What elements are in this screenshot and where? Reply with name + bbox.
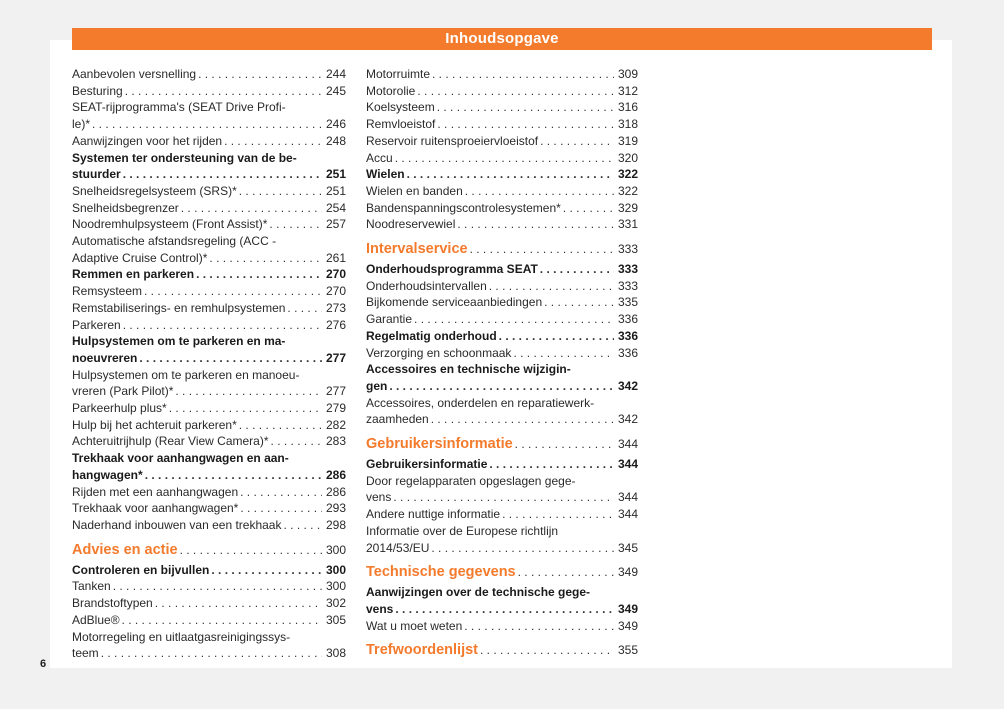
dot-leader xyxy=(123,166,322,183)
toc-entry-text: Wielen en banden xyxy=(366,183,463,198)
toc-entry-row xyxy=(72,317,346,334)
toc-entry-text: Controleren en bijvullen xyxy=(72,562,210,577)
toc-page-number: 318 xyxy=(617,117,638,132)
toc-entry-text: 2014/53/EU xyxy=(366,540,430,555)
toc-entry-text: Aanwijzingen over de technische gege- xyxy=(366,585,591,600)
toc-entry-row xyxy=(366,311,638,328)
dot-leader xyxy=(125,83,322,100)
toc-page-number: 286 xyxy=(325,484,346,499)
toc-entry-row xyxy=(366,294,638,311)
toc-page-number: 344 xyxy=(617,507,638,522)
toc-entry-text: Hulpsystemen om te parkeren en manoeu- xyxy=(72,367,300,382)
toc-entry[interactable] xyxy=(366,618,638,635)
toc-entry-text: SEAT-rijprogramma's (SEAT Drive Profi- xyxy=(72,100,286,115)
toc-page-number: 300 xyxy=(325,562,346,577)
toc-entry-text: zaamheden xyxy=(366,412,429,427)
dot-leader xyxy=(457,216,614,233)
toc-entry-text: noeuvreren xyxy=(72,350,138,365)
toc-entry-row xyxy=(72,433,346,450)
toc-entry-row xyxy=(366,378,638,395)
dot-leader xyxy=(283,517,322,534)
toc-entry[interactable] xyxy=(72,317,346,334)
dot-leader xyxy=(489,278,614,295)
toc-entry-row xyxy=(366,183,638,200)
dot-leader xyxy=(180,541,322,559)
toc-entry-row xyxy=(72,116,346,133)
toc-entry-row xyxy=(366,116,638,133)
toc-page-number: 276 xyxy=(325,317,346,332)
toc-entry-text: Accu xyxy=(366,150,393,165)
dot-leader xyxy=(540,133,614,150)
toc-entry[interactable] xyxy=(72,595,346,612)
toc-entry-row xyxy=(366,506,638,523)
toc-entry[interactable] xyxy=(72,66,346,83)
toc-page-number: 302 xyxy=(325,596,346,611)
toc-chapter-heading[interactable] xyxy=(366,641,638,659)
toc-entry-text: Intervalservice xyxy=(366,241,468,258)
toc-entry-row xyxy=(366,133,638,150)
toc-entry-row xyxy=(72,283,346,300)
toc-entry[interactable] xyxy=(366,473,638,506)
toc-page-number: 342 xyxy=(617,378,638,393)
toc-page-number: 344 xyxy=(617,437,638,452)
toc-entry[interactable] xyxy=(72,216,346,233)
toc-entry-text: Verzorging en schoonmaak xyxy=(366,345,512,360)
toc-entry[interactable] xyxy=(72,83,346,100)
toc-entry-text: Regelmatig onderhoud xyxy=(366,328,497,343)
toc-page-number: 305 xyxy=(325,612,346,627)
toc-entry-text: Trekhaak voor aanhangwagen en aan- xyxy=(72,451,289,466)
toc-page-number: 336 xyxy=(617,345,638,360)
toc-entry-text: Wielen xyxy=(366,167,405,182)
dot-leader xyxy=(113,578,322,595)
toc-entry-row xyxy=(366,345,638,362)
toc-entry-text: teem xyxy=(72,646,99,661)
toc-entry-text: Motorruimte xyxy=(366,67,431,81)
toc-entry[interactable] xyxy=(366,278,638,295)
dot-leader xyxy=(563,200,614,217)
toc-page-number: 244 xyxy=(325,67,346,81)
toc-entry-text: Door regelapparaten opgeslagen gege- xyxy=(366,473,576,488)
toc-entry-row xyxy=(72,166,346,183)
dot-leader xyxy=(198,66,322,83)
toc-entry-text: Noodreservewiel xyxy=(366,217,456,232)
toc-page-number: 342 xyxy=(617,412,638,427)
toc-entry-row xyxy=(366,99,638,116)
toc-page-number: 344 xyxy=(617,457,638,472)
toc-entry-row xyxy=(72,216,346,233)
dot-leader xyxy=(499,328,614,345)
toc-page-number: 312 xyxy=(617,83,638,98)
toc-page-number: 245 xyxy=(325,83,346,98)
toc-page-number: 286 xyxy=(325,467,346,482)
toc-entry-row xyxy=(366,150,638,167)
toc-entry-row xyxy=(366,200,638,217)
dot-leader xyxy=(431,540,614,557)
toc-entry-row xyxy=(366,240,638,258)
toc-page-number: 349 xyxy=(617,618,638,633)
toc-entry-text: Motorolie xyxy=(366,83,416,98)
toc-page-number: 319 xyxy=(617,133,638,148)
dot-leader xyxy=(464,618,614,635)
dot-leader xyxy=(144,283,322,300)
toc-page-number: 335 xyxy=(617,295,638,310)
toc-page-number: 349 xyxy=(617,601,638,616)
toc-entry-text: Wat u moet weten xyxy=(366,618,463,633)
toc-page-number: 309 xyxy=(617,67,638,81)
toc-entry-text: Adaptive Cruise Control)* xyxy=(72,250,208,265)
page-number: 6 xyxy=(40,658,47,670)
toc-page-number: 248 xyxy=(325,133,346,148)
toc-page-number: 322 xyxy=(617,167,638,182)
toc-page-number: 333 xyxy=(617,278,638,293)
toc-entry-row xyxy=(366,411,638,428)
dot-leader xyxy=(431,411,614,428)
toc-page-number: 322 xyxy=(617,183,638,198)
toc-entry-row xyxy=(72,595,346,612)
dot-leader xyxy=(540,261,614,278)
toc-entry-text: Tanken xyxy=(72,579,111,594)
toc-page-number: 283 xyxy=(325,434,346,449)
toc-entry-row xyxy=(72,266,346,283)
toc-entry[interactable] xyxy=(366,200,638,217)
toc-page-number: 300 xyxy=(325,579,346,594)
toc-entry[interactable] xyxy=(72,99,346,132)
toc-entry-text: Accessoires en technische wijzigin- xyxy=(366,362,571,377)
toc-page-number: 333 xyxy=(617,242,638,257)
toc-entry-row xyxy=(366,66,638,83)
toc-entry[interactable] xyxy=(72,200,346,217)
toc-page-number: 257 xyxy=(325,217,346,232)
toc-entry-text: vens xyxy=(366,490,392,505)
dot-leader xyxy=(437,99,614,116)
toc-entry-text: Remsysteem xyxy=(72,284,143,299)
dot-leader xyxy=(92,116,322,133)
toc-entry-row xyxy=(72,612,346,629)
toc-entry-row xyxy=(72,645,346,662)
toc-entry-row xyxy=(366,278,638,295)
toc-entry-text: Remvloeistof xyxy=(366,117,436,132)
toc-entry-text: Trefwoordenlijst xyxy=(366,642,478,659)
dot-leader xyxy=(271,433,322,450)
toc-entry-text: vens xyxy=(366,601,394,616)
toc-entry-text: Parkeren xyxy=(72,317,121,332)
dot-leader xyxy=(145,467,322,484)
toc-section-entry[interactable] xyxy=(366,361,638,394)
toc-entry-row xyxy=(72,133,346,150)
dot-leader xyxy=(470,240,614,258)
toc-entry-row xyxy=(72,250,346,267)
toc-page-number: 246 xyxy=(325,117,346,132)
dot-leader xyxy=(287,300,322,317)
toc-entry-row xyxy=(366,601,638,618)
toc-entry-row xyxy=(72,517,346,534)
toc-entry-text: Andere nuttige informatie xyxy=(366,507,501,522)
toc-entry-row xyxy=(72,400,346,417)
toc-entry-text: Besturing xyxy=(72,83,123,98)
toc-entry-text: Automatische afstandsregeling (ACC - xyxy=(72,234,277,249)
toc-entry-text: Systemen ter ondersteuning van de be- xyxy=(72,150,297,165)
toc-entry-text: gen xyxy=(366,378,388,393)
toc-entry-text: Gebruikersinformatie xyxy=(366,457,488,472)
toc-entry-text: Gebruikersinformatie xyxy=(366,436,513,453)
toc-entry[interactable] xyxy=(366,183,638,200)
dot-leader xyxy=(240,484,322,501)
toc-entry[interactable] xyxy=(366,345,638,362)
toc-section-entry[interactable] xyxy=(72,450,346,483)
toc-entry-row xyxy=(72,417,346,434)
toc-entry-row xyxy=(72,578,346,595)
page-header: Inhoudsopgave xyxy=(72,28,932,50)
dot-leader xyxy=(407,166,614,183)
toc-entry-row xyxy=(72,541,346,559)
toc-page-number: 345 xyxy=(617,540,638,555)
toc-entry-text: Aanbevolen versnelling xyxy=(72,67,197,81)
dot-leader xyxy=(196,266,322,283)
dot-leader xyxy=(224,133,322,150)
dot-leader xyxy=(239,417,322,434)
toc-entry-row xyxy=(72,66,346,83)
toc-entry-row xyxy=(72,350,346,367)
dot-leader xyxy=(513,345,614,362)
toc-entry[interactable] xyxy=(72,433,346,450)
dot-leader xyxy=(489,456,614,473)
toc-page-number: 336 xyxy=(617,328,638,343)
toc-entry-row xyxy=(72,183,346,200)
dot-leader xyxy=(211,562,322,579)
toc-page-number: 273 xyxy=(325,300,346,315)
toc-entry-text: Koelsysteem xyxy=(366,100,435,115)
toc-entry-row xyxy=(366,641,638,659)
dot-leader xyxy=(240,500,322,517)
dot-leader xyxy=(414,311,614,328)
toc-entry[interactable] xyxy=(366,216,638,233)
toc-entry-text: Achteruitrijhulp (Rear View Camera)* xyxy=(72,434,269,449)
toc-chapter-heading[interactable] xyxy=(72,541,346,559)
toc-entry-row xyxy=(72,383,346,400)
toc-section-entry[interactable] xyxy=(72,333,346,366)
toc-page-number: 261 xyxy=(325,250,346,265)
toc-entry-text: Aanwijzingen voor het rijden xyxy=(72,133,223,148)
toc-entry[interactable] xyxy=(72,183,346,200)
dot-leader xyxy=(393,489,614,506)
toc-page-number: 316 xyxy=(617,100,638,115)
toc-section-entry[interactable] xyxy=(72,266,346,283)
toc-page-number: 349 xyxy=(617,565,638,580)
toc-entry-row xyxy=(366,540,638,557)
toc-entry-text: Snelheidsregelsysteem (SRS)* xyxy=(72,183,237,198)
toc-chapter-heading[interactable] xyxy=(366,240,638,258)
dot-leader xyxy=(518,563,614,581)
toc-entry[interactable] xyxy=(366,523,638,556)
toc-entry-text: Noodremhulpsysteem (Front Assist)* xyxy=(72,217,268,232)
toc-page-number: 277 xyxy=(325,350,346,365)
toc-entry[interactable] xyxy=(72,367,346,400)
dot-leader xyxy=(269,216,322,233)
toc-page-number: 270 xyxy=(325,284,346,299)
toc-section-entry[interactable] xyxy=(366,584,638,617)
toc-entry-row xyxy=(366,83,638,100)
toc-page-number: 336 xyxy=(617,312,638,327)
toc-page-number: 251 xyxy=(325,167,346,182)
dot-leader xyxy=(239,183,322,200)
dot-leader xyxy=(169,400,322,417)
toc-entry[interactable] xyxy=(366,294,638,311)
toc-page-number: 320 xyxy=(617,150,638,165)
toc-page-number: 298 xyxy=(325,517,346,532)
toc-entry[interactable] xyxy=(366,395,638,428)
toc-section-entry[interactable] xyxy=(72,562,346,579)
toc-page-number: 270 xyxy=(325,267,346,282)
toc-entry-text: Naderhand inbouwen van een trekhaak xyxy=(72,517,282,532)
toc-entry-text: AdBlue® xyxy=(72,612,120,627)
toc-entry-row xyxy=(366,328,638,345)
toc-section-entry[interactable] xyxy=(366,328,638,345)
toc-entry-text: hangwagen* xyxy=(72,467,143,482)
toc-page-number: 308 xyxy=(325,646,346,661)
toc-page-number: 277 xyxy=(325,384,346,399)
dot-leader xyxy=(139,350,322,367)
toc-entry-row xyxy=(72,300,346,317)
toc-entry-text: Garantie xyxy=(366,312,413,327)
toc-entry-text: Rijden met een aanhangwagen xyxy=(72,484,239,499)
dot-leader xyxy=(515,435,614,453)
toc-entry-text: Remmen en parkeren xyxy=(72,267,195,282)
toc-entry-text: vreren (Park Pilot)* xyxy=(72,384,174,399)
toc-entry[interactable] xyxy=(72,233,346,266)
dot-leader xyxy=(417,83,614,100)
toc-entry-row xyxy=(366,216,638,233)
toc-entry[interactable] xyxy=(366,83,638,100)
toc-entry-row xyxy=(72,562,346,579)
toc-entry[interactable] xyxy=(72,484,346,501)
dot-leader xyxy=(544,294,614,311)
toc-page-number: 355 xyxy=(617,643,638,658)
dot-leader xyxy=(175,383,322,400)
toc-page-number: 293 xyxy=(325,501,346,516)
toc-entry[interactable] xyxy=(366,116,638,133)
dot-leader xyxy=(395,150,614,167)
toc-entry-text: Hulp bij het achteruit parkeren* xyxy=(72,417,237,432)
toc-entry[interactable] xyxy=(366,150,638,167)
toc-page-number: 300 xyxy=(325,542,346,557)
toc-entry-text: Technische gegevens xyxy=(366,564,516,581)
toc-entry-text: Brandstoftypen xyxy=(72,596,153,611)
dot-leader xyxy=(181,200,322,217)
toc-entry-text: Hulpsystemen om te parkeren en ma- xyxy=(72,334,286,349)
dot-leader xyxy=(437,116,614,133)
toc-right-column xyxy=(366,66,638,662)
toc-entry-text: Remstabiliserings- en remhulpsystemen xyxy=(72,300,286,315)
dot-leader xyxy=(122,612,322,629)
toc-entry-row xyxy=(366,456,638,473)
toc-entry-row xyxy=(366,261,638,278)
toc-section-entry[interactable] xyxy=(366,261,638,278)
toc-page-number: 331 xyxy=(617,217,638,232)
toc-entry-text: Onderhoudsprogramma SEAT xyxy=(366,262,538,277)
toc-entry-row xyxy=(366,489,638,506)
toc-entry-text: Bandenspanningscontrolesystemen* xyxy=(366,200,561,215)
toc-entry[interactable] xyxy=(72,517,346,534)
dot-leader xyxy=(432,66,614,83)
toc-entry-text: Onderhoudsintervallen xyxy=(366,278,487,293)
toc-left-column xyxy=(72,66,346,662)
toc-entry-text: Motorregeling en uitlaatgasreinigingssys- xyxy=(72,629,291,644)
toc-page-number: 333 xyxy=(617,262,638,277)
dot-leader xyxy=(101,645,322,662)
toc-entry-text: le)* xyxy=(72,117,91,132)
toc-page-number: 329 xyxy=(617,200,638,215)
toc-entry-text: Bijkomende serviceaanbiedingen xyxy=(366,295,543,310)
toc-entry[interactable] xyxy=(72,283,346,300)
dot-leader xyxy=(502,506,614,523)
toc-chapter-heading[interactable] xyxy=(366,435,638,453)
dot-leader xyxy=(123,317,322,334)
toc-entry-text: Trekhaak voor aanhangwagen* xyxy=(72,501,239,516)
toc-entry-row xyxy=(72,484,346,501)
toc-section-entry[interactable] xyxy=(366,166,638,183)
toc-entry-row xyxy=(366,618,638,635)
toc-entry-text: Parkeerhulp plus* xyxy=(72,401,167,416)
toc-entry-text: Snelheidsbegrenzer xyxy=(72,200,179,215)
toc-entry[interactable] xyxy=(72,133,346,150)
toc-page-number: 251 xyxy=(325,183,346,198)
dot-leader xyxy=(155,595,322,612)
toc-entry[interactable] xyxy=(72,578,346,595)
toc-entry-text: Reservoir ruitensproeiervloeistof xyxy=(366,133,539,148)
toc-entry[interactable] xyxy=(72,500,346,517)
toc-entry-row xyxy=(72,83,346,100)
toc-entry[interactable] xyxy=(72,629,346,662)
toc-entry[interactable] xyxy=(72,612,346,629)
toc-entry-row xyxy=(366,435,638,453)
toc-entry-row xyxy=(366,563,638,581)
toc-page-number: 282 xyxy=(325,417,346,432)
toc-entry[interactable] xyxy=(366,66,638,83)
toc-entry[interactable] xyxy=(366,133,638,150)
toc-chapter-heading[interactable] xyxy=(366,563,638,581)
toc-entry-text: Advies en actie xyxy=(72,541,178,558)
toc-entry-row xyxy=(72,500,346,517)
toc-section-entry[interactable] xyxy=(72,150,346,183)
toc-entry-text: Informatie over de Europese richtlijn xyxy=(366,523,559,538)
toc-entry[interactable] xyxy=(72,300,346,317)
toc-entry-row xyxy=(72,200,346,217)
toc-entry-row xyxy=(72,467,346,484)
toc-entry-text: Accessoires, onderdelen en reparatiewerk- xyxy=(366,395,595,410)
toc-entry[interactable] xyxy=(72,400,346,417)
toc-entry[interactable] xyxy=(366,506,638,523)
toc-page-number: 254 xyxy=(325,200,346,215)
toc-entry[interactable] xyxy=(366,311,638,328)
toc-entry[interactable] xyxy=(72,417,346,434)
dot-leader xyxy=(465,183,614,200)
toc-entry-text: stuurder xyxy=(72,167,121,182)
dot-leader xyxy=(480,641,614,659)
toc-entry-row xyxy=(366,166,638,183)
dot-leader xyxy=(395,601,614,618)
toc-section-entry[interactable] xyxy=(366,456,638,473)
toc-entry[interactable] xyxy=(366,99,638,116)
toc-page-number: 279 xyxy=(325,401,346,416)
dot-leader xyxy=(389,378,614,395)
dot-leader xyxy=(209,250,322,267)
toc-page-number: 344 xyxy=(617,490,638,505)
